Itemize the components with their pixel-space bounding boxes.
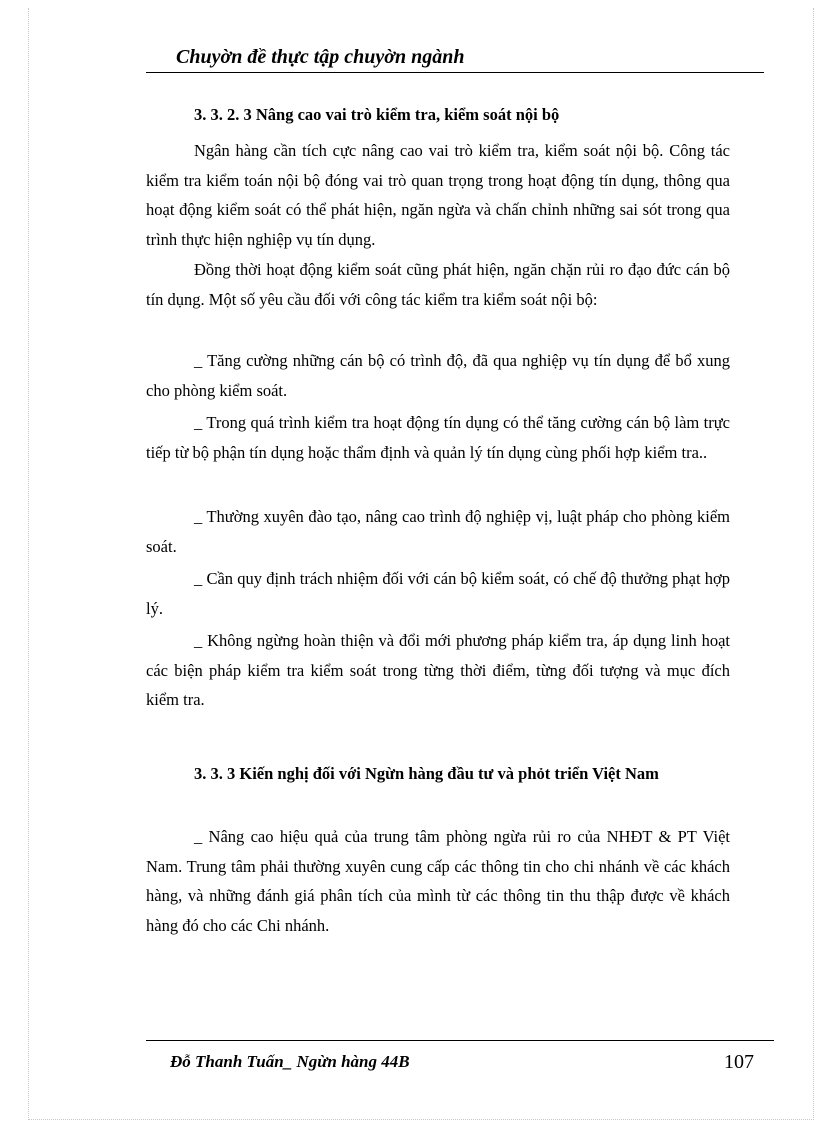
list-item-bullet-3: _ Thường xuyên đào tạo, nâng cao trình độ nghiệp vị, luật pháp cho phòng kiểm soát.: [146, 507, 730, 556]
footer-author: Đỗ Thanh Tuấn_ Ngừn hàng 44B: [170, 1052, 410, 1071]
list-item-bullet-1: _ Tăng cường những cán bộ có trình độ, đã qua nghiệp vụ tín dụng để bổ xung cho phòng kiểm soát.: [146, 351, 730, 400]
page-number: 107: [724, 1051, 754, 1073]
section-heading-kiem-tra-noi-bo: 3. 3. 2. 3 Nâng cao vai trò kiểm tra, kiểm soát nội bộ: [194, 105, 560, 124]
list-item-bullet-4: _ Cần quy định trách nhiệm đối với cán bộ kiểm soát, có chế độ thưởng phạt hợp lý.: [146, 569, 730, 618]
list-item-bullet-5: _ Không ngừng hoàn thiện và đổi mới phương pháp kiểm tra, áp dụng linh hoạt các biện pháp kiểm tra kiểm soát trong từng thời điểm, từng đối tượng và mục đích kiểm tra.: [146, 631, 730, 709]
footer-divider: [146, 1040, 774, 1041]
list-item-recommendation-1: _ Nâng cao hiệu quả của trung tâm phòng ngừa rủi ro của NHĐT & PT Việt Nam. Trung tâm phải thường xuyên cung cấp các thông tin cho chi nhánh về các khách hàng, và những đánh giá phân tích của mình từ các thông tin thu thập được về khách hàng đó cho các Chi nhánh.: [146, 827, 730, 935]
paragraph-intro: Ngân hàng cần tích cực nâng cao vai trò kiểm tra, kiểm soát nội bộ. Công tác kiểm tra kiểm toán nội bộ đóng vai trò quan trọng trong hoạt động tín dụng, thông qua hoạt động kiểm soát có thể phát hiện, ngăn ngừa và chấn chỉnh những sai sót trong qua trình thực hiện nghiệp vụ tín dụng.: [146, 141, 730, 249]
paragraph-requirements-intro: Đồng thời hoạt động kiểm soát cũng phát hiện, ngăn chặn rủi ro đạo đức cán bộ tín dụng. Một số yêu cầu đối với công tác kiểm tra kiểm soát nội bộ:: [146, 260, 730, 309]
section-heading-kien-nghi: 3. 3. 3 Kiến nghị đối với Ngừn hàng đầu tư và phỏt triển Việt Nam: [194, 764, 659, 783]
header-divider: [146, 72, 764, 73]
header-title: Chuyờn đề thực tập chuyờn ngành: [176, 46, 465, 68]
list-item-bullet-2: _ Trong quá trình kiểm tra hoạt động tín dụng có thể tăng cường cán bộ làm trực tiếp từ bộ phận tín dụng hoặc thẩm định và quản lý tín dụng cùng phối hợp kiểm tra..: [146, 413, 730, 462]
